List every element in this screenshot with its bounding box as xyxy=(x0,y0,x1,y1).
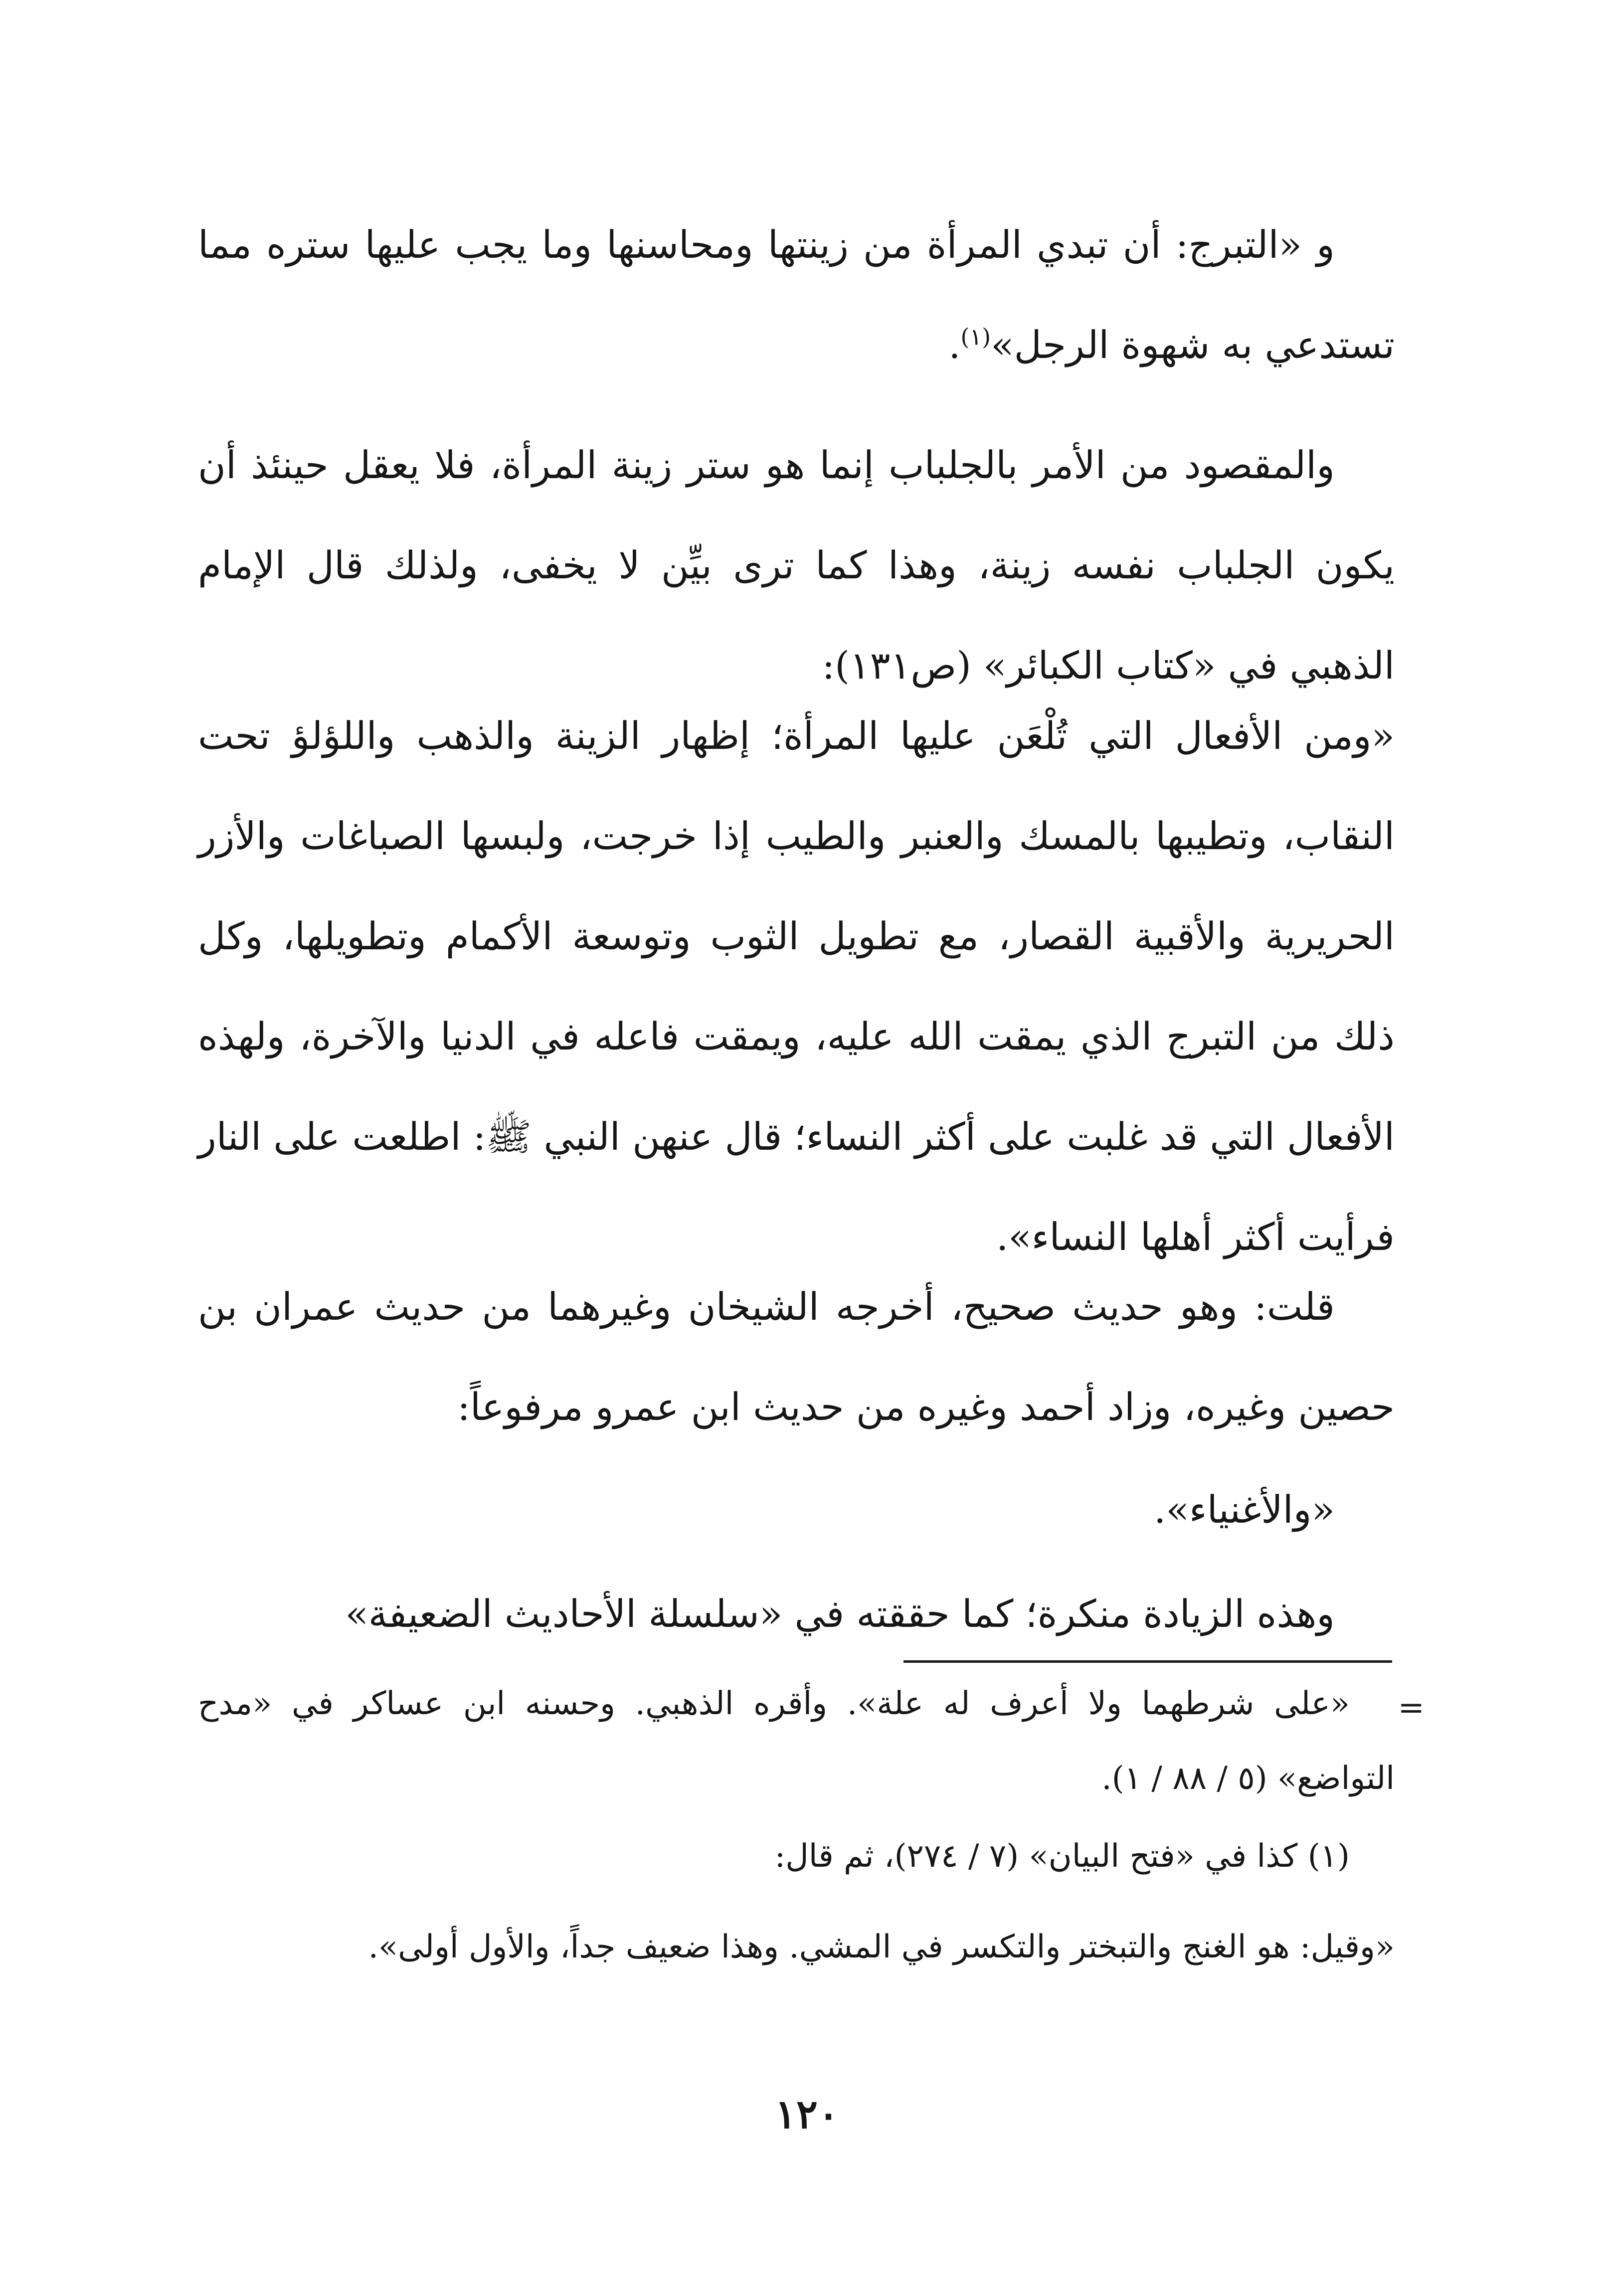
quote-aghniya: «والأغنياء». xyxy=(1154,1487,1335,1532)
quote-dhahabi: «ومن الأفعال التي تُلْعَن عليها المرأة؛ إظهار الزينة والذهب واللؤلؤ تحت النقاب، وتطيبها بالمسك والعنبر والطيب إذا خرجت، ولبسها الصباغات والأزر الحريرية والأقبية القصار، مع تطويل الثوب وتوسعة الأكمام وتطويلها، وكل ذلك من التبرج الذي يمقت الله عليه، ويمقت فاعله في الدنيا والآخرة، ولهذه الأفعال التي قد غلبت على أكثر النساء؛ قال عنهن النبي ﷺ: اطلعت على النار فرأيت أكثر أهلها النساء». xyxy=(198,713,1395,1259)
footnote-1: (١) كذا في «فتح البيان» (٧ / ٢٧٤)، ثم قال: xyxy=(774,1838,1350,1875)
footnote-reference: (١) xyxy=(960,323,991,351)
paragraph-hadith-grading: قلت: وهو حديث صحيح، أخرجه الشيخان وغيرهما من حديث عمران بن حصين وغيره، وزاد أحمد وغيره من حديث ابن عمرو مرفوعاً: xyxy=(198,1284,1395,1429)
paragraph-weak-addition: وهذه الزيادة منكرة؛ كما حققته في «سلسلة الأحاديث الضعيفة» xyxy=(345,1591,1335,1636)
paragraph-tabarruj-definition xyxy=(198,194,1395,395)
footnote-1-quote: «وقيل: هو الغنج والتبختر والتكسر في المشي. وهذا ضعيف جداً، والأول أولى». xyxy=(368,1929,1395,1965)
paragraph-end: . xyxy=(948,323,961,367)
footnote-separator xyxy=(903,1660,1392,1663)
page-number: ١٢٠ xyxy=(775,2091,839,2137)
footnote-continuation: «على شرطهما ولا أعرف له علة». وأقره الذهبي. وحسنه ابن عساكر في «مدح التواضع» (٥ / ٨٨ / ١). xyxy=(198,1685,1395,1797)
paragraph-jilbab-purpose: والمقصود من الأمر بالجلباب إنما هو ستر زينة المرأة، فلا يعقل حينئذ أن يكون الجلباب نفسه زينة، وهذا كما ترى بيِّن لا يخفى، ولذلك قال الإمام الذهبي في «كتاب الكبائر» (ص١٣١): xyxy=(198,443,1395,688)
footnote-continuation-mark: = xyxy=(1398,1689,1425,1726)
paragraph-text: و «التبرج: أن تبدي المرأة من زينتها ومحاسنها وما يجب عليها ستره مما تستدعي به شهوة الرجل» xyxy=(198,222,1395,367)
